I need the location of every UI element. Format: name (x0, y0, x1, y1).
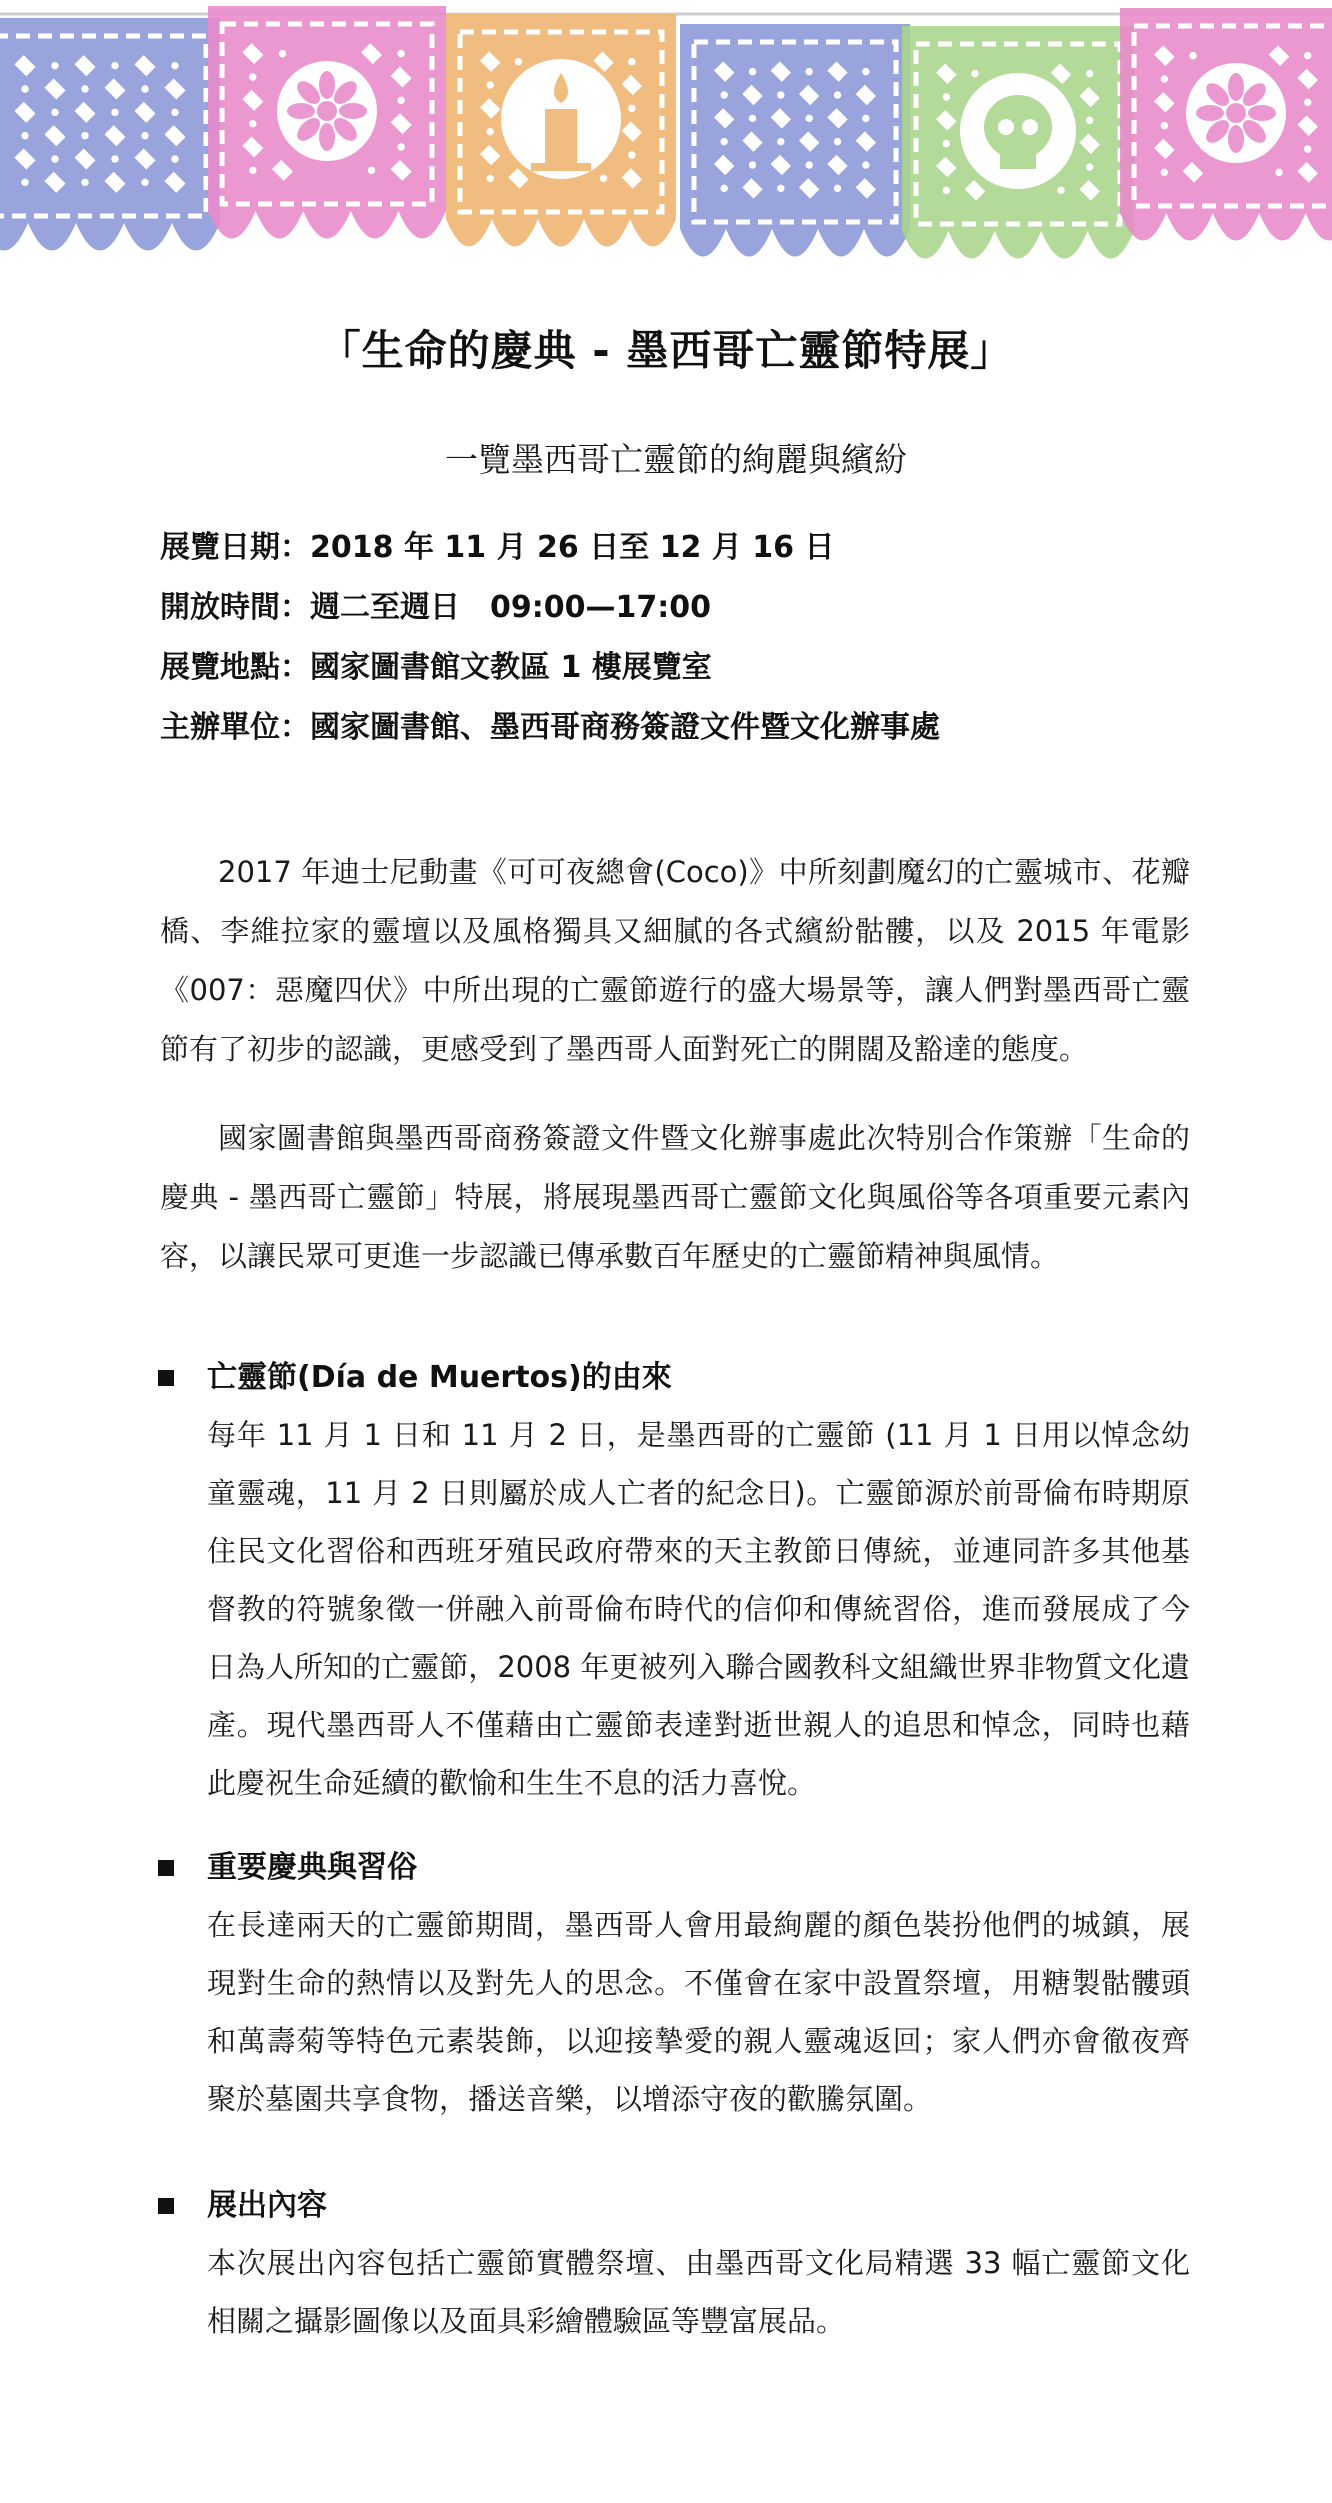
square-bullet-icon (158, 1370, 174, 1386)
intro-text (160, 843, 1190, 1286)
section-body: 每年 11 月 1 日和 11 月 2 日，是墨西哥的亡靈節 (11 月 1 日用以悼念幼童靈魂，11 月 2 日則屬於成人亡者的紀念日)。亡靈節源於前哥倫布時期原住民文化習俗和西班牙殖民政府帶來的天主教節日傳統，並連同許多其他基督教的符號象徵一併融入前哥倫布時代的信仰和傳統習俗，進而發展成了今日為人所知的亡靈節，2008 年更被列入聯合國教科文組織世界非物質文化遺產。現代墨西哥人不僅藉由亡靈節表達對逝世親人的追思和悼念，同時也藉此慶祝生命延續的歡愉和生生不息的活力喜悅。 (207, 1418, 1190, 1800)
papel-picado-flag (1120, 8, 1332, 241)
section-heading-text: 重要慶典與習俗 (207, 1850, 417, 1885)
intro-paragraph: 國家圖書館與墨西哥商務簽證文件暨文化辦事處此次特別合作策辦「生命的慶典 - 墨西哥亡靈節」特展，將展現墨西哥亡靈節文化與風俗等各項重要元素內容，以讓民眾可更進一步認識已傳承數百年歷史的亡靈節精神與風情。 (160, 1121, 1190, 1273)
section-customs (150, 1840, 1190, 2128)
papel-picado-banner (0, 0, 1332, 300)
square-bullet-icon (158, 1860, 174, 1876)
papel-picado-flag (680, 24, 910, 257)
square-bullet-icon (158, 2198, 174, 2214)
section-heading (150, 1350, 1190, 1406)
exhibition-title: 「生命的慶典 - 墨西哥亡靈節特展」 (318, 326, 1014, 375)
info-hours: 開放時間：週二至週日 09:00—17:00 (160, 590, 711, 625)
papel-picado-flag (208, 6, 446, 239)
section-heading (150, 2178, 1190, 2234)
info-location: 展覽地點：國家圖書館文教區 1 樓展覽室 (160, 650, 712, 685)
info-organizers: 主辦單位：國家圖書館、墨西哥商務簽證文件暨文化辦事處 (160, 710, 940, 745)
papel-picado-flag (446, 14, 676, 247)
exhibition-subtitle: 一覽墨西哥亡靈節的絢麗與繽紛 (445, 440, 907, 479)
papel-picado-flag (902, 26, 1134, 259)
section-origin (150, 1350, 1190, 1812)
papel-picado-illustration (0, 0, 1332, 300)
section-heading-text: 展出內容 (207, 2188, 327, 2223)
info-date: 展覽日期：2018 年 11 月 26 日至 12 月 16 日 (160, 530, 835, 565)
papel-picado-flag (0, 18, 220, 251)
section-exhibits (150, 2178, 1190, 2350)
section-heading (150, 1840, 1190, 1896)
section-heading-text: 亡靈節(Día de Muertos)的由來 (207, 1360, 672, 1395)
section-body: 本次展出內容包括亡靈節實體祭壇、由墨西哥文化局精選 33 幅亡靈節文化相關之攝影圖像以及面具彩繪體驗區等豐富展品。 (207, 2246, 1190, 2338)
exhibition-info (160, 518, 1260, 758)
intro-paragraph: 2017 年迪士尼動畫《可可夜總會(Coco)》中所刻劃魔幻的亡靈城市、花瓣橋、李維拉家的靈壇以及風格獨具又細膩的各式繽紛骷髏，以及 2015 年電影《007：惡魔四伏》中所出現的亡靈節遊行的盛大場景等，讓人們對墨西哥亡靈節有了初步的認識，更感受到了墨西哥人面對死亡的開闊及豁達的態度。 (160, 855, 1190, 1066)
section-body: 在長達兩天的亡靈節期間，墨西哥人會用最絢麗的顏色裝扮他們的城鎮，展現對生命的熱情以及對先人的思念。不僅會在家中設置祭壇，用糖製骷髏頭和萬壽菊等特色元素裝飾，以迎接摯愛的親人靈魂返回；家人們亦會徹夜齊聚於墓園共享食物，播送音樂，以增添守夜的歡騰氛圍。 (207, 1908, 1190, 2116)
